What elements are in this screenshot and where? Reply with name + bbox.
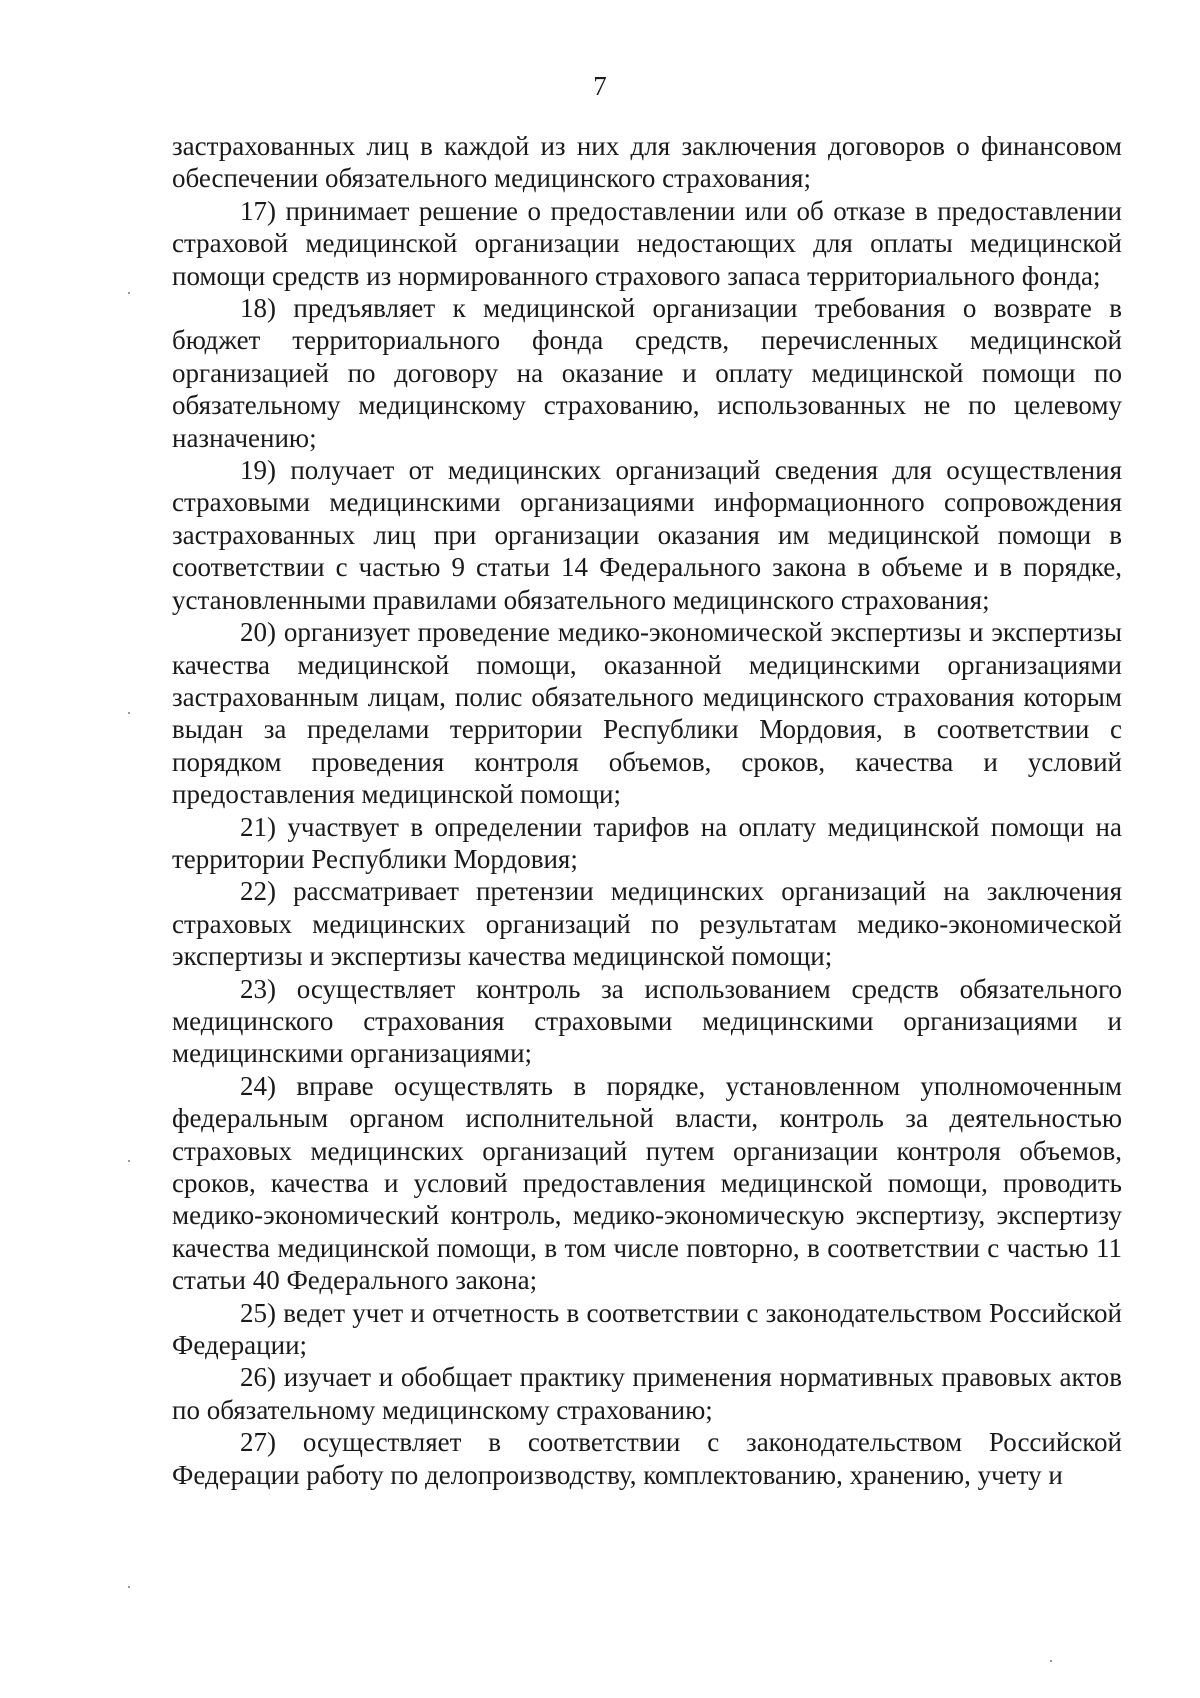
paragraph-item-27: 27) осуществляет в соответствии с законодательством Российской Федерации работу по делопроизводству, комплектованию, хранению, учету и: [172, 1427, 1122, 1490]
paragraph-item-22: 22) рассматривает претензии медицинских организаций на заключения страховых медицинских организаций по результатам медико-экономической экспертизы и экспертизы качества медицинской помощи;: [172, 876, 1122, 972]
scan-speck: [1050, 1660, 1052, 1662]
scan-speck: [128, 712, 130, 714]
paragraph-item-23: 23) осуществляет контроль за использованием средств обязательного медицинского страхования страховыми медицинскими организациями и медицинскими организациями;: [172, 973, 1122, 1069]
paragraph-item-24: 24) вправе осуществлять в порядке, установленном уполномоченным федеральным органом исполнительной власти, контроль за деятельностью страховых медицинских организаций путем организации контроля объемов, сроков, качества и условий предоставления медицинской помощи, проводить медико-экономический контроль, медико-экономическую экспертизу, экспертизу качества медицинской помощи, в том числе повторно, в соответствии с частью 11 статьи 40 Федерального закона;: [172, 1070, 1122, 1296]
paragraph-item-18: 18) предъявляет к медицинской организации требования о возврате в бюджет территориального фонда средств, перечисленных медицинской организацией по договору на оказание и оплату медицинской помощи по обязательному медицинскому страхованию, использованных не по целевому назначению;: [172, 293, 1122, 453]
paragraph-item-21: 21) участвует в определении тарифов на оплату медицинской помощи на территории Республики Мордовия;: [172, 811, 1122, 874]
paragraph-continuation: застрахованных лиц в каждой из них для заключения договоров о финансовом обеспечении обязательного медицинского страхования;: [172, 131, 1122, 194]
document-body: [172, 130, 1122, 1491]
scan-speck: [128, 1160, 130, 1162]
paragraph-item-25: 25) ведет учет и отчетность в соответствии с законодательством Российской Федерации;: [172, 1297, 1122, 1361]
page-number: 7: [593, 71, 607, 101]
scan-speck: [128, 292, 130, 294]
paragraph-item-20: 20) организует проведение медико-экономической экспертизы и экспертизы качества медицинской помощи, оказанной медицинскими организациями застрахованным лицам, полис обязательного медицинского страхования которым выдан за пределами территории Республики Мордовия, в соответствии с порядком проведения контроля объемов, сроков, качества и условий предоставления медицинской помощи;: [172, 617, 1122, 810]
paragraph-item-17: 17) принимает решение о предоставлении или об отказе в предоставлении страховой медицинской организации недостающих для оплаты медицинской помощи средств из нормированного страхового запаса территориального фонда;: [172, 195, 1122, 291]
paragraph-item-26: 26) изучает и обобщает практику применения нормативных правовых актов по обязательному медицинскому страхованию;: [172, 1362, 1122, 1425]
paragraph-item-19: 19) получает от медицинских организаций сведения для осуществления страховыми медицинскими организациями информационного сопровождения застрахованных лиц при организации оказания им медицинской помощи в соответствии с частью 9 статьи 14 Федерального закона в объеме и в порядке, установленными правилами обязательного медицинского страхования;: [172, 455, 1122, 615]
scan-speck: [128, 1586, 130, 1588]
